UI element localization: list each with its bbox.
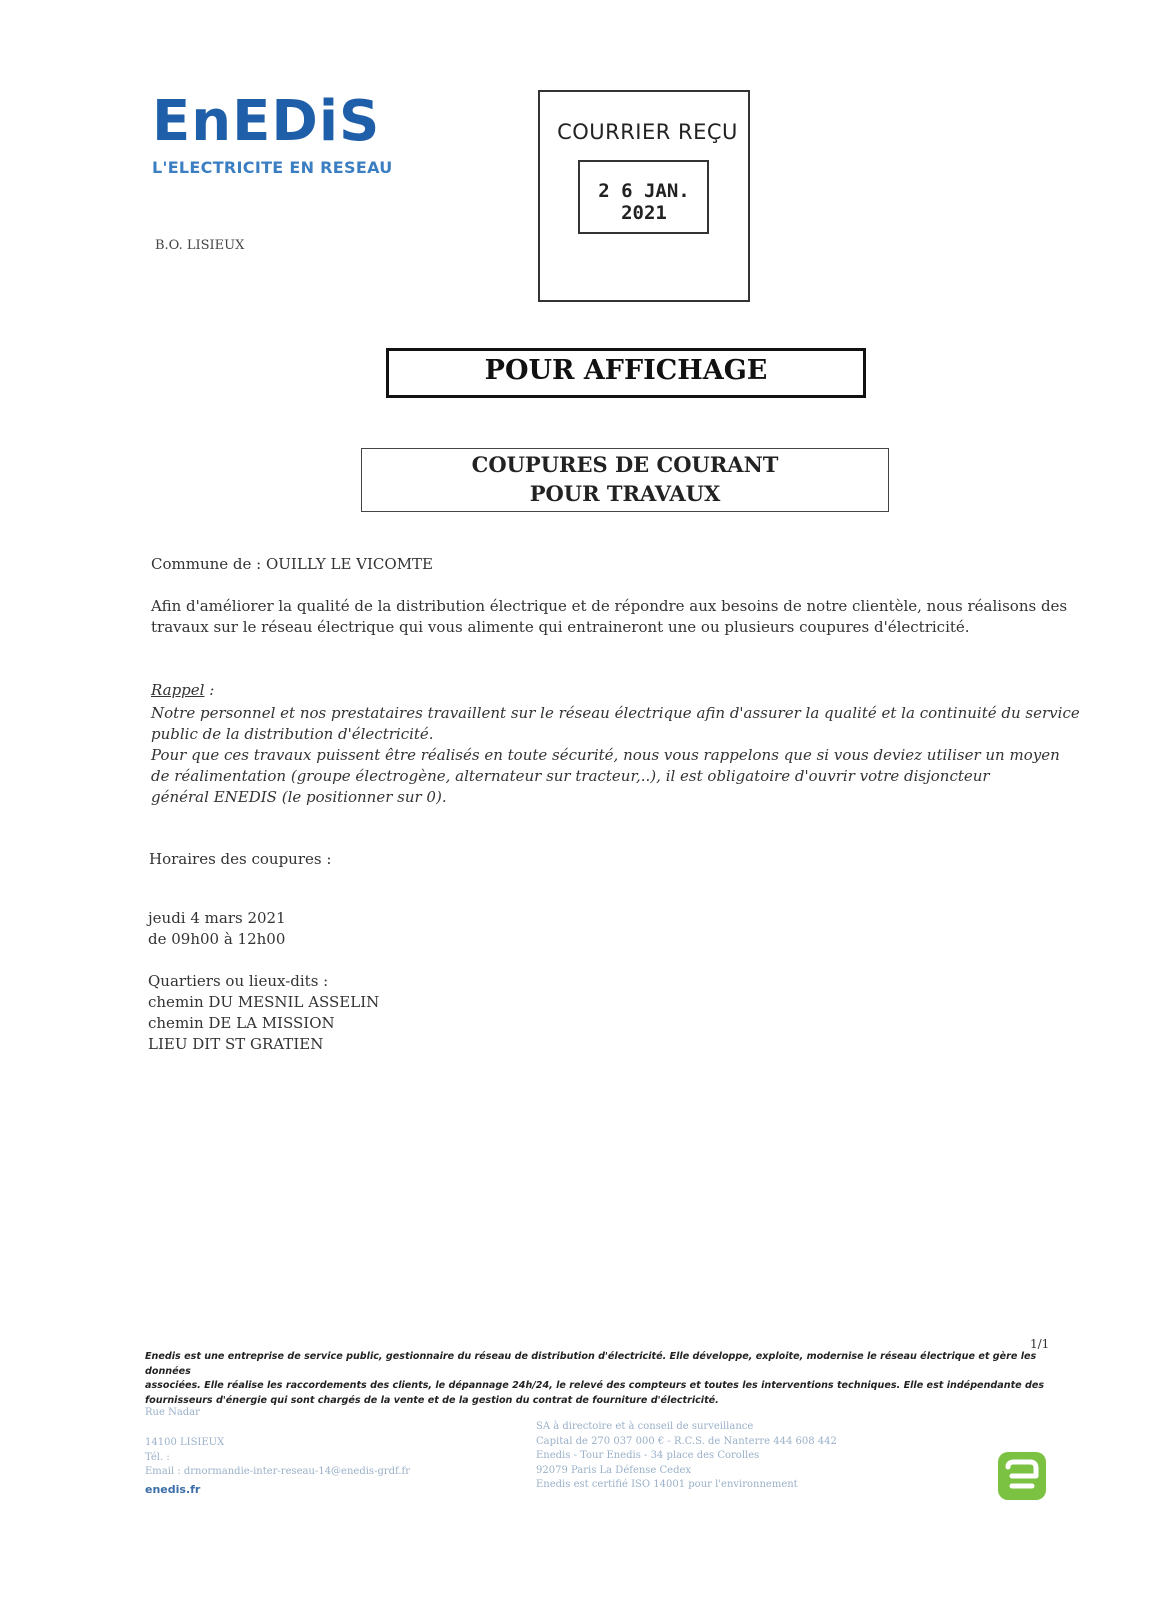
outage-date: jeudi 4 mars 2021 — [148, 909, 286, 927]
rappel-line: général ENEDIS (le positionner sur 0). — [151, 788, 447, 806]
company-line: SA à directoire et à conseil de surveillance — [536, 1421, 754, 1432]
pour-affichage-title: POUR AFFICHAGE — [484, 355, 768, 386]
quartier-item: chemin DE LA MISSION — [148, 1014, 335, 1032]
intro-line-2: travaux sur le réseau électrique qui vous alimente qui entraineront une ou plusieurs coupures d'électricité. — [151, 618, 970, 636]
website-link[interactable]: enedis.fr — [145, 1483, 201, 1496]
statement-line: associées. Elle réalise les raccordements des clients, le dépannage 24h/24, le relevé des compteurs et toutes les interventions techniques. Elle est indépendante des — [145, 1380, 1045, 1391]
enedis-green-icon — [996, 1450, 1048, 1502]
rappel-line: Notre personnel et nos prestataires travaillent sur le réseau électrique afin d'assurer la qualité et la continuité du service — [151, 704, 1080, 722]
rappel-label: Rappel — [151, 681, 205, 699]
statement-line: Enedis est une entreprise de service public, gestionnaire du réseau de distribution d'électricité. Elle développe, exploite, modernise le réseau électrique et gère les données — [145, 1351, 1037, 1377]
office-name: B.O. LISIEUX — [155, 238, 245, 253]
page-number: 1/1 — [1030, 1337, 1050, 1351]
quartier-item: LIEU DIT ST GRATIEN — [148, 1035, 324, 1053]
enedis-logo-tagline: L'ELECTRICITE EN RESEAU — [152, 158, 393, 177]
horaires-label: Horaires des coupures : — [149, 850, 332, 868]
intro-line-1: Afin d'améliorer la qualité de la distribution électrique et de répondre aux besoins de notre clientèle, nous réalisons des — [151, 597, 1068, 615]
rappel-heading — [151, 680, 214, 701]
quartiers-label: Quartiers ou lieux-dits : — [148, 972, 329, 990]
company-line: Capital de 270 037 000 € - R.C.S. de Nanterre 444 608 442 — [536, 1435, 837, 1447]
outage-time: de 09h00 à 12h00 — [148, 930, 286, 948]
stamp-title: COURRIER REÇU — [557, 120, 738, 144]
rappel-line: Pour que ces travaux puissent être réalisés en toute sécurité, nous vous rappelons que si vous deviez utiliser un moyen — [151, 746, 1060, 764]
statement-line: fournisseurs d'énergie qui sont chargés de la vente et de la gestion du contrat de fourniture d'électricité. — [145, 1394, 719, 1406]
company-line: 92079 Paris La Défense Cedex — [536, 1464, 692, 1476]
coupures-title-line2: POUR TRAVAUX — [529, 481, 721, 506]
stamp-date: 2 6 JAN. 2021 — [598, 180, 690, 224]
coupures-title-line1: COUPURES DE COURANT — [471, 452, 779, 477]
address-street: Rue Nadar — [145, 1407, 200, 1418]
company-info — [536, 1420, 837, 1493]
enedis-statement — [145, 1350, 1050, 1408]
quartier-item: chemin DU MESNIL ASSELIN — [148, 993, 380, 1011]
address-line: Tél. : — [145, 1451, 170, 1463]
address-block — [145, 1436, 410, 1480]
rappel-line: public de la distribution d'électricité. — [151, 725, 434, 743]
commune-line: Commune de : OUILLY LE VICOMTE — [151, 555, 434, 573]
enedis-logo-word: EnEDiS — [152, 89, 381, 154]
company-line: Enedis est certifié ISO 14001 pour l'environnement — [536, 1479, 798, 1490]
address-line: 14100 LISIEUX — [145, 1437, 225, 1448]
rappel-line: de réalimentation (groupe électrogène, alternateur sur tracteur,..), il est obligatoire d'ouvrir votre disjoncteur — [151, 767, 990, 785]
company-line: Enedis - Tour Enedis - 34 place des Corolles — [536, 1450, 760, 1461]
address-email: Email : drnormandie-inter-reseau-14@enedis-grdf.fr — [145, 1466, 411, 1477]
rappel-colon: : — [204, 681, 215, 699]
